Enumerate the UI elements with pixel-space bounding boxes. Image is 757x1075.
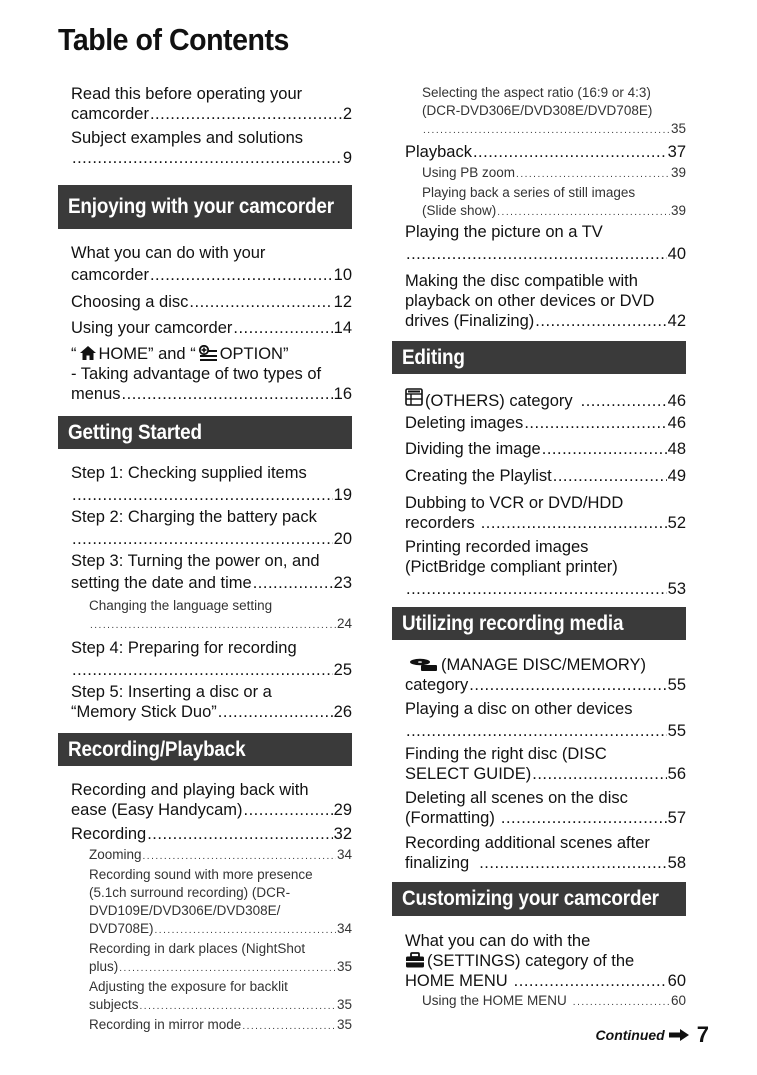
- entry-text: (OTHERS) category: [425, 392, 573, 410]
- entry-line: [405, 244, 686, 264]
- entry-text: Making the disc compatible with: [405, 272, 638, 290]
- leader-dots: [233, 318, 332, 338]
- toc-entry-step3[interactable]: [71, 551, 352, 593]
- page-ref: 42: [667, 312, 686, 330]
- entry-text: Playing a disc on other devices: [405, 700, 633, 718]
- entry-line: [405, 721, 686, 741]
- page-footer: [596, 1022, 709, 1048]
- entry-line: [71, 529, 352, 549]
- toc-entry-step1[interactable]: [71, 463, 352, 505]
- leader-dots: [90, 617, 336, 635]
- leader-dots: [423, 122, 670, 140]
- entry-line: [71, 824, 352, 844]
- continued-label[interactable]: Continued: [595, 1027, 665, 1043]
- entry-text: HOME MENU: [405, 972, 508, 990]
- entry-text: HOME” and “: [98, 345, 196, 363]
- entry-text: (MANAGE DISC/MEMORY): [441, 656, 647, 674]
- page-ref: 16: [333, 385, 352, 403]
- toc-entry-additional-scenes[interactable]: [405, 833, 686, 873]
- others-icon: [405, 388, 423, 406]
- toc-entry-disc-select-guide[interactable]: [405, 744, 686, 784]
- section-heading-getting-started: [58, 416, 352, 449]
- page-ref: 25: [333, 661, 352, 679]
- leader-dots: [189, 292, 332, 312]
- entry-line: [405, 311, 686, 331]
- toc-subentries-recording: [89, 846, 352, 1036]
- entry-line: [71, 292, 352, 312]
- entry-line: [71, 344, 352, 364]
- subentry-nightshot[interactable]: [89, 958, 352, 978]
- entry-text: Selecting the aspect ratio (16:9 or 4:3): [422, 85, 651, 100]
- toc-entry-subject-examples[interactable]: [71, 128, 352, 168]
- entry-text: Choosing a disc: [71, 293, 189, 311]
- entry-line: [71, 573, 352, 593]
- leader-dots: [150, 104, 342, 124]
- toc-entry-finalizing[interactable]: [405, 271, 686, 331]
- page-ref: 40: [667, 245, 686, 263]
- toc-entry-others-category[interactable]: [405, 388, 686, 411]
- entry-text: What you can do with your: [71, 244, 266, 262]
- entry-line: [89, 615, 352, 635]
- entry-line: [405, 579, 686, 599]
- entry-text: Recording sound with more presence: [89, 867, 313, 882]
- entry-text: SELECT GUIDE): [405, 765, 532, 783]
- page-number: 7: [696, 1022, 709, 1047]
- toc-entry-creating-playlist[interactable]: [405, 466, 686, 486]
- page-ref: 19: [333, 486, 352, 504]
- leader-dots: [406, 244, 667, 264]
- entry-line: [405, 853, 686, 873]
- leader-dots: [253, 573, 333, 593]
- entry-text: OPTION”: [219, 345, 289, 363]
- toc-entry-playback[interactable]: [405, 142, 686, 162]
- entry-text: Deleting images: [405, 414, 524, 432]
- entry-line: [71, 485, 352, 505]
- entry-text: Playback: [405, 143, 472, 161]
- leader-dots: [532, 764, 666, 784]
- entry-line: [405, 142, 686, 162]
- leader-dots: [72, 485, 333, 505]
- subentry-mirror[interactable]: [89, 1016, 352, 1036]
- entry-text: Step 2: Charging the battery pack: [71, 508, 317, 526]
- leader-dots: [122, 384, 333, 404]
- entry-line: [71, 702, 352, 722]
- toc-entry-easy-handycam[interactable]: [71, 780, 352, 820]
- home-icon: [79, 345, 97, 361]
- page-ref: 9: [342, 149, 352, 167]
- entry-text: Printing recorded images: [405, 538, 589, 556]
- entry-text: Step 1: Checking supplied items: [71, 464, 307, 482]
- entry-text: ease (Easy Handycam): [71, 801, 243, 819]
- entry-line: [405, 971, 686, 991]
- entry-line: [405, 655, 686, 675]
- leader-dots: [497, 204, 670, 222]
- toc-entry-playing-disc-other[interactable]: [405, 699, 686, 741]
- page-ref: 12: [333, 293, 352, 311]
- leader-dots: [473, 142, 667, 162]
- toc-subentry-aspect-ratio[interactable]: [422, 84, 686, 140]
- entry-text: Read this before operating your: [71, 85, 303, 103]
- leader-dots: [218, 702, 333, 722]
- entry-text: Recording in dark places (NightShot: [89, 941, 306, 956]
- leader-dots: [406, 721, 667, 741]
- subentry-pb-zoom[interactable]: [422, 164, 686, 184]
- entry-line: [71, 148, 352, 168]
- option-icon: [198, 345, 218, 361]
- section-heading-enjoying: [58, 185, 352, 229]
- page-ref: 55: [667, 676, 686, 694]
- page-ref: 55: [667, 722, 686, 740]
- toc-entry-dubbing[interactable]: [405, 493, 686, 533]
- section-heading-utilizing-media: [392, 607, 686, 640]
- entry-text: (5.1ch surround recording) (DCR-: [89, 885, 291, 900]
- entry-text: Playing back a series of still images: [422, 185, 636, 200]
- page-ref: 34: [336, 921, 352, 936]
- entry-text: “Memory Stick Duo”: [71, 703, 217, 721]
- page-ref: 10: [333, 266, 352, 284]
- entry-text: Deleting all scenes on the disc: [405, 789, 628, 807]
- page-ref: 35: [336, 959, 352, 974]
- heading-text: Utilizing recording media: [402, 611, 624, 635]
- page-ref: 20: [333, 530, 352, 548]
- heading-text: Customizing your camcorder: [402, 887, 659, 910]
- entry-text: setting the date and time: [71, 574, 252, 592]
- entry-text: Playing the picture on a TV: [405, 223, 603, 241]
- toc-entry-home-option[interactable]: [71, 344, 352, 404]
- entry-text: (SETTINGS) category of the: [427, 952, 635, 970]
- heading-text: Getting Started: [68, 420, 202, 444]
- leader-dots: [516, 166, 670, 184]
- toc-entry-read-this[interactable]: [71, 84, 352, 124]
- entry-text: DVD708E): [89, 921, 154, 936]
- entry-text: plus): [89, 959, 119, 974]
- section-heading-customizing: [392, 882, 686, 916]
- leader-dots: [406, 579, 667, 599]
- entry-text: Step 5: Inserting a disc or a: [71, 683, 272, 701]
- leader-dots: [481, 513, 667, 533]
- entry-text: (PictBridge compliant printer): [405, 558, 618, 576]
- entry-line: [71, 265, 352, 285]
- entry-text: (Slide show): [422, 203, 497, 218]
- subentry-backlit[interactable]: [89, 996, 352, 1016]
- page-ref: 39: [670, 165, 686, 180]
- entry-line: [71, 660, 352, 680]
- page-ref: 58: [667, 854, 686, 872]
- entry-line: [405, 439, 686, 459]
- entry-text: Recording additional scenes after: [405, 834, 650, 852]
- entry-text: - Taking advantage of two types of: [71, 365, 322, 383]
- entry-text: drives (Finalizing): [405, 312, 535, 330]
- entry-text: camcorder: [71, 266, 149, 284]
- page-ref: 34: [336, 847, 352, 862]
- page-ref: 23: [333, 574, 352, 592]
- entry-text: Dubbing to VCR or DVD/HDD: [405, 494, 624, 512]
- entry-text: DVD109E/DVD306E/DVD308E/: [89, 903, 281, 918]
- page-ref: 60: [670, 993, 686, 1008]
- toc-entry-manage-disc[interactable]: [405, 655, 686, 695]
- entry-text: camcorder: [71, 105, 149, 123]
- leader-dots: [72, 529, 333, 549]
- subentry-surround[interactable]: [89, 920, 352, 940]
- page-ref: 46: [667, 392, 686, 410]
- entry-text: Using PB zoom: [422, 165, 516, 180]
- entry-text: What you can do with the: [405, 932, 591, 950]
- leader-dots: [119, 960, 336, 978]
- entry-line: [405, 951, 686, 971]
- toc-entry-step2[interactable]: [71, 507, 352, 549]
- toc-entry-what-you-can-do[interactable]: [71, 243, 352, 285]
- entry-line: [71, 104, 352, 124]
- page-ref: 35: [336, 1017, 352, 1032]
- subentry-zooming[interactable]: [89, 846, 352, 866]
- toc-entry-dividing-image[interactable]: [405, 439, 686, 459]
- entry-text: category: [405, 676, 469, 694]
- page-ref: 14: [333, 319, 352, 337]
- entry-text: Using the HOME MENU: [422, 993, 567, 1008]
- page-ref: 29: [333, 801, 352, 819]
- page-ref: 57: [667, 809, 686, 827]
- subentry-slide-show[interactable]: [422, 202, 686, 222]
- toc-entry-settings-category[interactable]: [405, 931, 686, 991]
- page-title: Table of Contents: [58, 22, 289, 57]
- entry-text: menus: [71, 385, 121, 403]
- leader-dots: [581, 391, 667, 411]
- entry-text: (DCR-DVD306E/DVD308E/DVD708E): [422, 103, 653, 118]
- leader-dots: [242, 1018, 336, 1036]
- leader-dots: [469, 675, 666, 695]
- section-heading-editing: [392, 341, 686, 374]
- page-ref: 46: [667, 414, 686, 432]
- entry-text: subjects: [89, 997, 139, 1012]
- toc-entry-playing-on-tv[interactable]: [405, 222, 686, 264]
- leader-dots: [479, 853, 666, 873]
- page-ref: 24: [336, 616, 352, 631]
- toc-entry-printing[interactable]: [405, 537, 686, 599]
- toc-entry-step5[interactable]: [71, 682, 352, 722]
- toc-entry-using-camcorder[interactable]: [71, 318, 352, 338]
- entry-text: “: [71, 345, 77, 363]
- entry-text: Using your camcorder: [71, 319, 233, 337]
- entry-text: recorders: [405, 514, 475, 532]
- entry-line: [422, 120, 686, 140]
- entry-line: [405, 513, 686, 533]
- entry-line: [405, 388, 686, 411]
- entry-text: Recording in mirror mode: [89, 1017, 242, 1032]
- entry-text: playback on other devices or DVD: [405, 292, 655, 310]
- entry-text: Dividing the image: [405, 440, 541, 458]
- entry-text: Step 3: Turning the power on, and: [71, 552, 320, 570]
- leader-dots: [535, 311, 666, 331]
- toc-subentry-using-home-menu[interactable]: [422, 992, 686, 1012]
- entry-text: Zooming: [89, 847, 142, 862]
- entry-text: Adjusting the exposure for backlit: [89, 979, 288, 994]
- leader-dots: [542, 439, 667, 459]
- entry-text: finalizing: [405, 854, 470, 872]
- entry-text: Recording and playing back with: [71, 781, 309, 799]
- page-ref: 35: [670, 121, 686, 136]
- leader-dots: [244, 800, 333, 820]
- page-ref: 32: [333, 825, 352, 843]
- leader-dots: [155, 922, 336, 940]
- entry-text: Subject examples and solutions: [71, 129, 304, 147]
- leader-dots: [72, 148, 342, 168]
- toc-entry-step4[interactable]: [71, 638, 352, 680]
- leader-dots: [150, 265, 333, 285]
- toc-subentry-language[interactable]: [89, 597, 352, 635]
- leader-dots: [72, 660, 333, 680]
- entry-text: Changing the language setting: [89, 598, 273, 613]
- toc-entry-formatting[interactable]: [405, 788, 686, 828]
- leader-dots: [140, 998, 336, 1016]
- entry-text: Creating the Playlist: [405, 467, 552, 485]
- entry-text: Step 4: Preparing for recording: [71, 639, 297, 657]
- toc-entry-choosing-disc[interactable]: [71, 292, 352, 312]
- leader-dots: [147, 824, 332, 844]
- heading-text: Editing: [402, 345, 465, 369]
- page-ref: 2: [342, 105, 352, 123]
- page-ref: 56: [667, 765, 686, 783]
- entry-line: [405, 764, 686, 784]
- arrow-right-icon: [669, 1029, 689, 1041]
- page-ref: 26: [333, 703, 352, 721]
- entry-line: [71, 384, 352, 404]
- entry-line: [71, 318, 352, 338]
- leader-dots: [524, 413, 666, 433]
- entry-text: (Formatting): [405, 809, 495, 827]
- manage-disc-icon: [409, 656, 439, 672]
- page-ref: 49: [667, 467, 686, 485]
- page-ref: 39: [670, 203, 686, 218]
- leader-dots: [514, 971, 667, 991]
- entry-text: Recording: [71, 825, 147, 843]
- page-ref: 48: [667, 440, 686, 458]
- leader-dots: [573, 994, 670, 1012]
- section-heading-recording-playback: [58, 733, 352, 766]
- entry-line: [405, 466, 686, 486]
- entry-text: Finding the right disc (DISC: [405, 745, 607, 763]
- entry-line: [422, 992, 686, 1012]
- settings-toolbox-icon: [405, 952, 425, 968]
- entry-line: [405, 808, 686, 828]
- page-ref: 52: [667, 514, 686, 532]
- leader-dots: [553, 466, 667, 486]
- toc-subentries-playback: [422, 164, 686, 222]
- entry-line: [405, 413, 686, 433]
- toc-entry-recording[interactable]: [71, 824, 352, 844]
- page-ref: 53: [667, 580, 686, 598]
- heading-text: Enjoying with your camcorder: [68, 195, 334, 218]
- leader-dots: [501, 808, 667, 828]
- page-ref: 60: [667, 972, 686, 990]
- page-ref: 37: [667, 143, 686, 161]
- toc-entry-deleting-images[interactable]: [405, 413, 686, 433]
- leader-dots: [143, 848, 336, 866]
- entry-line: [71, 800, 352, 820]
- page-ref: 35: [336, 997, 352, 1012]
- heading-text: Recording/Playback: [68, 737, 246, 761]
- entry-line: [405, 675, 686, 695]
